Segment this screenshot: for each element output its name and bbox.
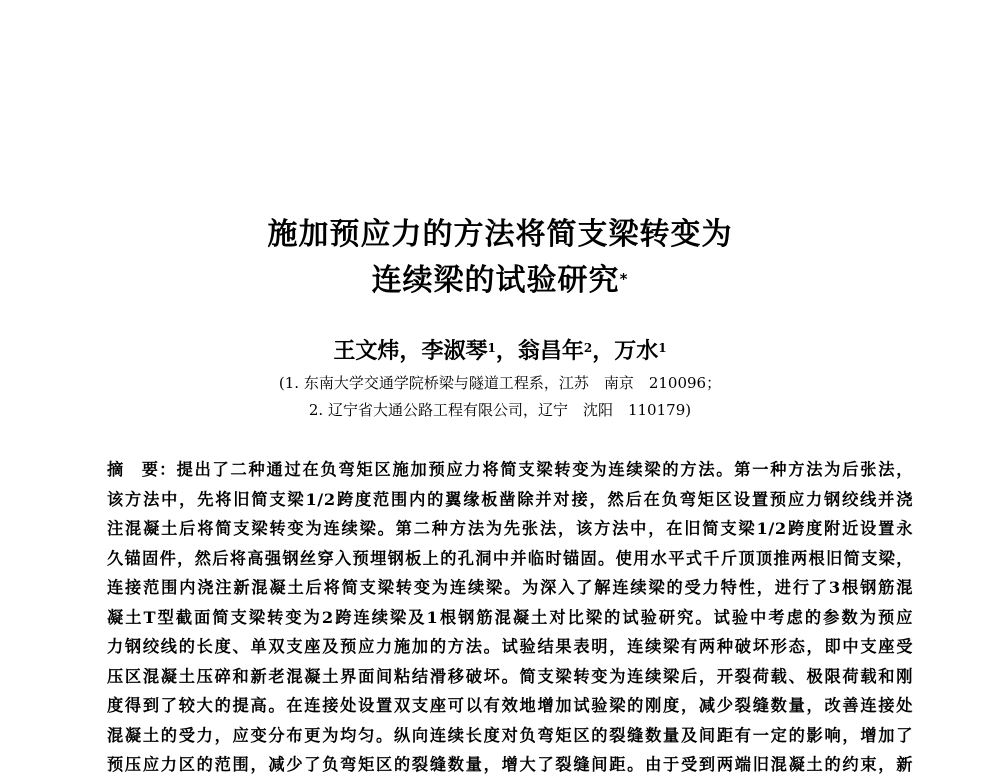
- author-name: 李淑琴: [421, 338, 488, 364]
- author-affil-mark: 1: [658, 341, 667, 355]
- title-line-2: [0, 258, 1000, 304]
- author-list: [0, 336, 1000, 366]
- title-line-1: 施加预应力的方法将简支梁转变为: [267, 217, 733, 252]
- abstract-line: [107, 455, 913, 485]
- abstract-label: 摘 要：: [107, 460, 177, 479]
- abstract-line: 连接范围内浇注新混凝土后将简支梁转变为连续梁。为深入了解连续梁的受力特性，进行了3根钢筋混: [107, 578, 913, 597]
- abstract-line: 力钢绞线的长度、单双支座及预应力施加的方法。试验结果表明，连续梁有两种破坏形态，即中支座受: [107, 637, 913, 656]
- abstract-line: 注混凝土后将简支梁转变为连续梁。第二种方法为先张法，该方法中，在旧简支梁1/2跨度附近设置永: [107, 519, 913, 538]
- abstract-line: 度得到了较大的提高。在连接处设置双支座可以有效地增加试验梁的刚度，减少裂缝数量，改善连接处: [107, 696, 913, 715]
- affiliation-line-1: (1. 东南大学交通学院桥梁与隧道工程系，江苏 南京 210096；: [278, 374, 722, 392]
- abstract-line: 预压应力区的范围，减少了负弯矩区的裂缝数量，增大了裂缝间距。由于受到两端旧混凝土的约束，新: [107, 755, 913, 774]
- abstract-line: 久锚固件，然后将高强钢丝穿入预埋钢板上的孔洞中并临时锚固。使用水平式千斤顶顶推两根旧简支梁，: [107, 548, 913, 568]
- abstract-line: 凝土T型截面简支梁转变为2跨连续梁及1根钢筋混凝土对比梁的试验研究。试验中考虑的参数为预应: [107, 607, 913, 627]
- abstract-line: 该方法中，先将旧简支梁1/2跨度范围内的翼缘板凿除并对接，然后在负弯矩区设置预应力钢绞线并浇: [107, 489, 913, 509]
- author-separator: ，: [592, 338, 615, 364]
- affiliation-line-2: 2. 辽宁省大通公路工程有限公司，辽宁 沈阳 110179): [308, 401, 692, 419]
- abstract: [107, 455, 913, 780]
- author-name: 翁昌年: [517, 338, 584, 364]
- title-line-2-text: 连续梁的试验研究: [371, 263, 620, 298]
- abstract-line: 混凝土的受力，应变分布更为均匀。纵向连续长度对负弯矩区的裂缝数量及间距有一定的影响，增加了: [107, 725, 913, 745]
- author-separator: ，: [495, 338, 518, 364]
- abstract-line: 压区混凝土压碎和新老混凝土界面间粘结滑移破坏。简支梁转变为连续梁后，开裂荷载、极限荷载和刚: [107, 666, 913, 686]
- author-name: 王文炜: [333, 338, 400, 364]
- abstract-text: 提出了二种通过在负弯矩区施加预应力将简支梁转变为连续梁的方法。第一种方法为后张法，: [176, 460, 914, 479]
- title-footnote-mark: *: [619, 270, 629, 288]
- author-affil-mark: 2: [583, 341, 593, 355]
- author-name: 万水: [614, 338, 659, 364]
- paper-title: [0, 212, 1000, 304]
- author-separator: ，: [399, 338, 422, 364]
- author-affil-mark: 1: [487, 341, 496, 355]
